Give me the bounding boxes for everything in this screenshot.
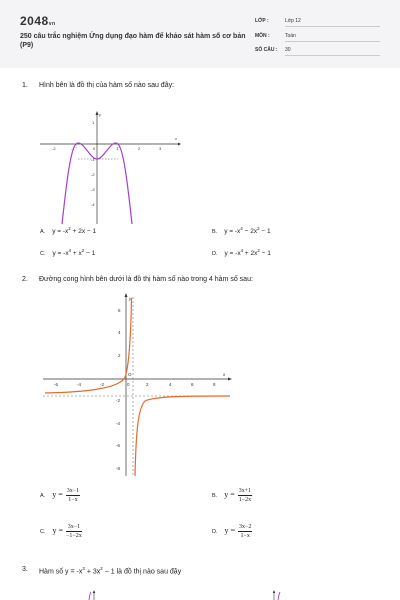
q1-option-a[interactable] — [40, 226, 96, 235]
option-letter: C. — [40, 529, 46, 536]
x-tick-label: 8 — [213, 382, 216, 387]
option-exponent: 2 — [257, 226, 260, 231]
x-tick-label: -2 — [100, 382, 105, 387]
q1-option-d[interactable] — [212, 248, 271, 257]
option-lhs: y = — [224, 526, 236, 536]
option-part: y = -x — [52, 228, 69, 236]
denominator: 1−x — [68, 497, 78, 503]
meta-value: 30 — [285, 47, 380, 56]
option-part: y = -x — [224, 228, 241, 236]
x-tick-label: -4 — [77, 382, 82, 387]
document-title: 250 câu trắc nghiệm Ứng dụng đạo hàm để khảo sát hàm số cơ bản (P9) — [20, 33, 246, 49]
meta-value: Toán — [285, 33, 380, 42]
question-2-graph — [40, 292, 235, 478]
question-exponent: 3 — [82, 566, 85, 571]
site-logo[interactable]: 2048vn — [20, 14, 56, 28]
question-text-part: + 3x — [84, 568, 101, 576]
option-letter: A. — [40, 229, 46, 236]
y-tick-label: -2 — [91, 172, 95, 177]
x-tick-label: -2 — [52, 146, 56, 151]
q1-option-b[interactable] — [212, 226, 271, 235]
option-exponent: 2 — [257, 248, 260, 253]
origin-label: O — [128, 372, 132, 377]
x-tick-label: -6 — [54, 382, 59, 387]
question-text — [39, 566, 181, 575]
option-exponent: 4 — [240, 226, 243, 231]
x-tick-label: 3 — [159, 146, 162, 151]
option-letter: D. — [212, 251, 218, 258]
x-axis-arrow — [178, 143, 181, 146]
y-axis-arrow — [273, 590, 275, 593]
question-3-graph-partial-right — [266, 590, 286, 600]
option-part: + 2x — [243, 250, 258, 258]
question-text: Hình bên là đồ thị của hàm số nào sau đây: — [39, 82, 175, 89]
question-exponent: 2 — [100, 566, 103, 571]
question-1-graph — [38, 108, 188, 226]
right-branch-curve — [135, 396, 230, 476]
x-tick-label: 0 — [127, 382, 130, 387]
option-exponent: 2 — [81, 248, 85, 253]
x-axis-arrow — [228, 378, 232, 381]
q2-option-d[interactable] — [212, 524, 252, 539]
meta-value: Lớp 12 — [285, 18, 380, 27]
y-tick-label: -6 — [116, 443, 121, 448]
option-part: + 2x − 1 — [70, 228, 97, 236]
option-letter: B. — [212, 493, 218, 500]
y-tick-label: -1 — [91, 157, 95, 162]
option-lhs: y = — [52, 490, 63, 500]
question-3-graph-partial-left — [86, 590, 106, 600]
option-part: − 1 — [84, 250, 96, 258]
meta-key: MÔN : — [255, 33, 270, 39]
document-header — [0, 0, 400, 68]
y-tick-label: 1 — [92, 120, 95, 125]
numerator: 3x−1 — [67, 524, 81, 530]
x-tick-label: 4 — [169, 382, 172, 387]
y-tick-label: 4 — [118, 330, 121, 335]
option-lhs: y = — [52, 526, 64, 536]
question-number: 2. — [22, 276, 28, 283]
denominator: 1−x — [240, 533, 250, 539]
question-number: 3. — [22, 566, 28, 573]
y-axis-arrow — [93, 590, 95, 593]
y-tick-label: -3 — [91, 187, 95, 192]
meta-key: LỚP : — [255, 18, 269, 24]
y-tick-label: -8 — [116, 466, 121, 471]
option-exponent: 4 — [240, 248, 244, 253]
option-letter: D. — [212, 529, 218, 536]
option-exponent: 2 — [68, 226, 71, 231]
option-lhs: y = — [224, 490, 235, 500]
question-text-part: − 1 là đồ thị nào sau đây — [102, 568, 182, 576]
option-letter: B. — [212, 229, 218, 236]
option-part: − 1 — [259, 228, 271, 236]
denominator: 1−2x — [238, 497, 252, 503]
numerator: 3x+1 — [238, 488, 252, 494]
y-axis-label: y — [99, 112, 101, 117]
fraction — [238, 488, 252, 503]
option-part: + x — [71, 250, 82, 258]
y-tick-label: -2 — [116, 398, 121, 403]
y-axis-label: y — [129, 296, 132, 301]
q2-option-a[interactable] — [40, 488, 80, 503]
denominator: −1−2x — [66, 533, 82, 539]
option-exponent: 4 — [68, 248, 72, 253]
option-part: − 2x — [242, 228, 258, 236]
y-axis-arrow — [125, 293, 128, 297]
option-part: y = -x — [224, 250, 241, 258]
x-tick-label: 1 — [116, 146, 119, 151]
option-part: − 1 — [259, 250, 271, 258]
function-curve — [89, 592, 91, 600]
q2-option-b[interactable] — [212, 488, 252, 503]
x-axis-label: x — [175, 136, 177, 141]
origin-label: 0 — [93, 146, 96, 151]
x-tick-label: 6 — [191, 382, 194, 387]
y-tick-label: 2 — [118, 353, 121, 358]
option-letter: A. — [40, 493, 46, 500]
x-axis-label: x — [223, 372, 226, 377]
question-text-part: Hàm số y = -x — [39, 568, 83, 576]
numerator: 3x−2 — [239, 524, 252, 530]
q2-option-c[interactable] — [40, 524, 82, 539]
function-curve — [278, 592, 280, 600]
y-tick-label: 6 — [118, 308, 121, 313]
question-text: Đường cong hình bên dưới là đồ thị hàm số nào trong 4 hàm số sau: — [39, 276, 253, 283]
y-tick-label: -4 — [116, 421, 121, 426]
option-part: y = -x — [52, 250, 69, 258]
fraction — [238, 524, 252, 539]
question-number: 1. — [22, 82, 28, 89]
fraction — [66, 488, 80, 503]
y-tick-label: -4 — [91, 202, 95, 207]
q1-option-c[interactable] — [40, 248, 95, 257]
option-letter: C. — [40, 251, 46, 258]
fraction — [66, 524, 82, 539]
numerator: 3x−1 — [66, 488, 80, 494]
meta-key: SỐ CÂU : — [255, 47, 278, 53]
x-tick-label: 2 — [138, 146, 141, 151]
x-tick-label: 2 — [146, 382, 149, 387]
x-tick-label: -1 — [71, 146, 75, 151]
